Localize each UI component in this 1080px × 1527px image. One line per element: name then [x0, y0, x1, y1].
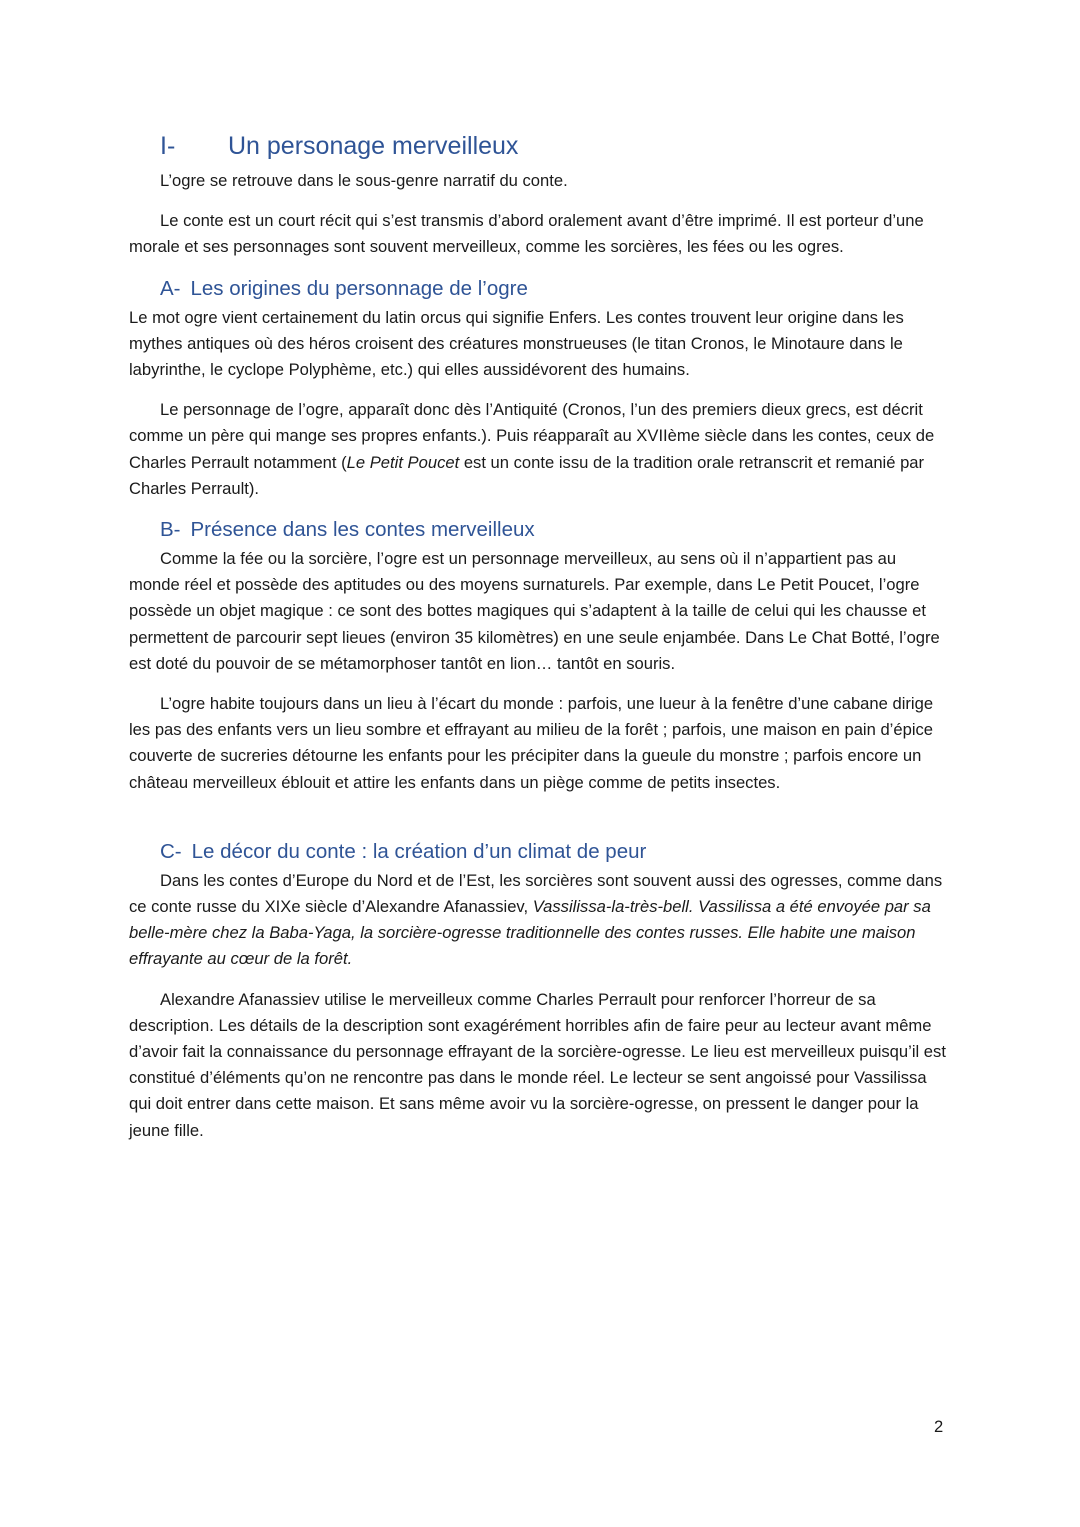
- page-content: [129, 128, 951, 1144]
- page-number: 2: [934, 1417, 944, 1436]
- origins-p2-text-end: est un conte issu de la tradition orale retranscrit et remanié par Charles Perrault).: [129, 452, 925, 498]
- origins-paragraph-2: [129, 397, 951, 502]
- subsection-a-heading: [160, 275, 951, 303]
- subsection-c-heading: [160, 838, 951, 866]
- decor-p1-text: Dans les contes d’Europe du Nord et de l’Est, les sorcières sont souvent aussi des ogresses, comme dans ce conte russe du XIXe siècle d’Alexandre Afanassiev,: [129, 870, 943, 917]
- section-intro: L’ogre se retrouve dans le sous-genre narratif du conte.: [160, 171, 568, 190]
- presence-paragraph-2: L’ogre habite toujours dans un lieu à l’écart du monde : parfois, une lueur à la fenêtre d’une cabane dirige les pas des enfants vers un lieu sombre et effrayant au milieu de la forêt ; parfois, une maison en pain d’épice couverte de sucreries détourne les enfants pour les précipiter dans la gueule du monstre ; parfois encore un château merveilleux éblouit et attire les enfants dans un piège comme de petits insectes.: [129, 694, 934, 792]
- subsection-a-letter: A-: [160, 276, 181, 300]
- presence-paragraph-1: Comme la fée ou la sorcière, l’ogre est un personnage merveilleux, au sens où il n’appartient pas au monde réel et possède des aptitudes ou des moyens surnaturels. Par exemple, dans Le Petit Poucet, l’ogre possède un objet magique : ce sont des bottes magiques qui s’adaptent à la taille de celui qui les chausse et permettent de parcourir sept lieues (environ 35 kilomètres) en une seule enjambée. Dans Le Chat Botté, l’ogre est doté du pouvoir de se métamorphoser tantôt en lion… tantôt en souris.: [129, 549, 940, 673]
- section-heading: [160, 128, 951, 164]
- subsection-a-title: Les origines du personnage de l’ogre: [190, 276, 528, 300]
- decor-paragraph-2: Alexandre Afanassiev utilise le merveilleux comme Charles Perrault pour renforcer l’horreur de sa description. Les détails de la description sont exagérément horribles afin de faire peur au lecteur avant même d’avoir fait la connaissance du personnage effrayant de la sorcière-ogresse. Le lieu est merveilleux puisqu’il est constitué d’éléments qu’on ne rencontre pas dans le monde réel. Le lecteur se sent angoissé pour Vassilissa qui doit entrer dans cette maison. Et sans même avoir vu la sorcière-ogresse, on pressent le danger pour la jeune fille.: [129, 989, 946, 1140]
- decor-p1-italic: Vassilissa-la-très-bell. Vassilissa a été envoyée par sa belle-mère chez la Baba-Yaga, la sorcière-ogresse traditionnelle des contes russes. Elle habite une maison effrayante au cœur de la forêt.: [129, 897, 931, 969]
- subsection-b-letter: B-: [160, 518, 181, 542]
- subsection-b-title: Présence dans les contes merveilleux: [190, 518, 535, 542]
- decor-paragraph-1: [129, 868, 951, 973]
- section-title: Un personage merveilleux: [228, 132, 519, 160]
- subsection-b-heading: [160, 516, 951, 544]
- conte-definition-paragraph: Le conte est un court récit qui s’est transmis d’abord oralement avant d’être imprimé. Il est porteur d’une morale et ses personnages sont souvent merveilleux, comme les sorcières, les fées ou les ogres.: [129, 211, 924, 257]
- section-number: I-: [160, 132, 176, 160]
- origins-p2-title-italic: Le Petit Poucet: [346, 452, 460, 472]
- subsection-c-letter: C-: [160, 839, 182, 863]
- origins-p2-text: Le personnage de l’ogre, apparaît donc dès l’Antiquité (Cronos, l’un des premiers dieux grecs, est décrit comme un père qui mange ses propres enfants.). Puis réapparaît au XVIIème siècle dans les contes, ceux de Charles Perrault notamment (: [129, 400, 935, 472]
- subsection-c-title: Le décor du conte : la création d’un climat de peur: [191, 839, 647, 863]
- origins-paragraph-1: Le mot ogre vient certainement du latin orcus qui signifie Enfers. Les contes trouvent leur origine dans les mythes antiques où des héros croisent des créatures monstrueuses (le titan Cronos, le Minotaure dans le labyrinthe, le cyclope Polyphème, etc.) qui elles aussidévorent des humains.: [129, 307, 904, 380]
